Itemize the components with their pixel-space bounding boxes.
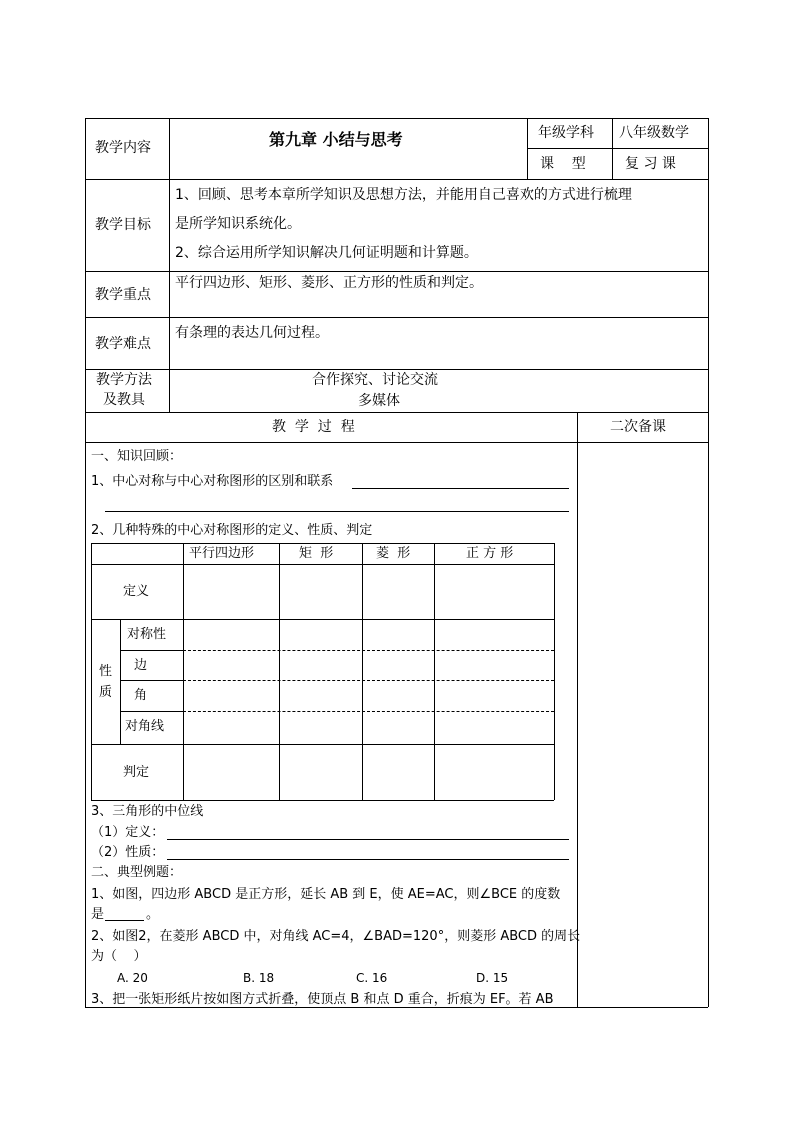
section1-q2: 2、几种特殊的中心对称图形的定义、性质、判定 (91, 523, 373, 538)
example1-line1: 1、如图，四边形 ABCD 是正方形，延长 AB 到 E，使 AE=AC，则∠BCE 的度数 (91, 887, 561, 902)
section2-title: 二、典型例题： (91, 865, 183, 880)
methods-label-line2: 及教具 (103, 392, 145, 408)
q1-answer-line-1 (352, 488, 569, 489)
property-angles: 角 (134, 688, 148, 703)
col-square: 正 方 形 (466, 546, 514, 561)
shapes-col-divider-3 (362, 543, 363, 800)
option-a: A. 20 (117, 971, 148, 985)
property-symmetry: 对称性 (127, 627, 167, 642)
header-mid-line (527, 148, 708, 149)
col-parallelogram: 平行四边形 (189, 546, 255, 561)
table-top-border (85, 118, 708, 119)
side-notes-header: 二次备课 (610, 419, 666, 435)
goals-line-3: 2、综合运用所学知识解决几何证明题和计算题。 (175, 245, 478, 261)
section3-title: 3、三角形的中位线 (91, 804, 204, 819)
property-dash-2 (183, 680, 554, 681)
property-sides: 边 (134, 658, 148, 673)
property-group-label-bottom: 质 (99, 685, 113, 700)
example2-line2: 为（ ） (91, 949, 147, 964)
shapes-table-right (554, 543, 555, 800)
example3-line1: 3、把一张矩形纸片按如图方式折叠，使顶点 B 和点 D 重合，折痕为 EF。若 AB (91, 992, 554, 1007)
col-rectangle: 矩 形 (299, 546, 334, 561)
key-points-text: 平行四边形、矩形、菱形、正方形的性质和判定。 (175, 275, 483, 291)
col-rhombus: 菱 形 (376, 546, 411, 561)
midline-definition-line (167, 839, 569, 840)
lesson-type-label: 课 型 (540, 156, 586, 172)
lesson-type-value: 复 习 课 (625, 156, 676, 172)
difficulties-text: 有条理的表达几何过程。 (175, 325, 329, 341)
property-group-label-top: 性 (99, 664, 113, 679)
property-line-3 (120, 711, 183, 712)
goals-label: 教学目标 (95, 217, 151, 233)
methods-line1: 合作探究、讨论交流 (312, 372, 438, 388)
row-criteria-label: 判定 (123, 765, 150, 780)
example1-line2-end: 。 (146, 907, 160, 922)
row-line-1 (85, 179, 708, 180)
key-points-label: 教学重点 (95, 287, 151, 303)
property-group-divider (120, 619, 121, 744)
row-line-4 (85, 369, 708, 370)
grade-subject-value: 八年级数学 (619, 125, 689, 141)
midline-property: （2）性质： (91, 845, 165, 860)
row-line-5 (85, 412, 708, 413)
row-line-6 (85, 442, 708, 443)
section1-q1: 1、中心对称与中心对称图形的区别和联系 (91, 474, 334, 489)
option-d: D. 15 (476, 971, 509, 985)
option-b: B. 18 (243, 971, 275, 985)
row-line-2 (85, 271, 708, 272)
goals-line-1: 1、回顾、思考本章所学知识及思想方法，并能用自己喜欢的方式进行梳理 (175, 187, 632, 203)
shapes-row-line-definition (91, 619, 554, 620)
side-column-divider (577, 412, 578, 1007)
content-label: 教学内容 (95, 140, 151, 156)
table-bottom-border (85, 1007, 708, 1008)
shapes-col-divider-4 (434, 543, 435, 800)
example1-blank (105, 920, 144, 921)
goals-line-2: 是所学知识系统化。 (175, 216, 301, 232)
shapes-table-bottom (91, 800, 554, 801)
property-line-1 (120, 650, 183, 651)
shapes-row-line-header (91, 564, 554, 565)
example2-line1: 2、如图2，在菱形 ABCD 中，对角线 AC=4，∠BAD=120°，则菱形 ABCD 的周长 (91, 929, 581, 944)
chapter-title: 第九章 小结与思考 (269, 130, 403, 149)
property-dash-3 (183, 711, 554, 712)
property-line-2 (120, 680, 183, 681)
shapes-row-line-properties (91, 744, 554, 745)
shapes-table-left (91, 543, 92, 800)
table-left-border (85, 118, 86, 1007)
property-diagonals: 对角线 (125, 719, 165, 734)
label-column-divider (169, 118, 170, 412)
example1-line2-start: 是 (91, 907, 105, 922)
row-line-3 (85, 317, 708, 318)
midline-definition: （1）定义： (91, 825, 165, 840)
section1-title: 一、知识回顾： (91, 449, 183, 464)
row-definition-label: 定义 (123, 584, 150, 599)
shapes-col-divider-2 (279, 543, 280, 800)
methods-label-line1: 教学方法 (96, 372, 152, 388)
option-c: C. 16 (356, 971, 388, 985)
shapes-table-top (91, 543, 554, 544)
table-right-border (708, 118, 709, 1007)
methods-line2: 多媒体 (358, 393, 400, 409)
process-header: 教 学 过 程 (272, 419, 355, 435)
midline-property-line (167, 859, 569, 860)
shapes-col-divider-1 (183, 543, 184, 800)
difficulties-label: 教学难点 (95, 336, 151, 352)
grade-subject-label: 年级学科 (538, 125, 594, 141)
property-dash-1 (183, 650, 554, 651)
q1-answer-line-2 (105, 511, 569, 512)
